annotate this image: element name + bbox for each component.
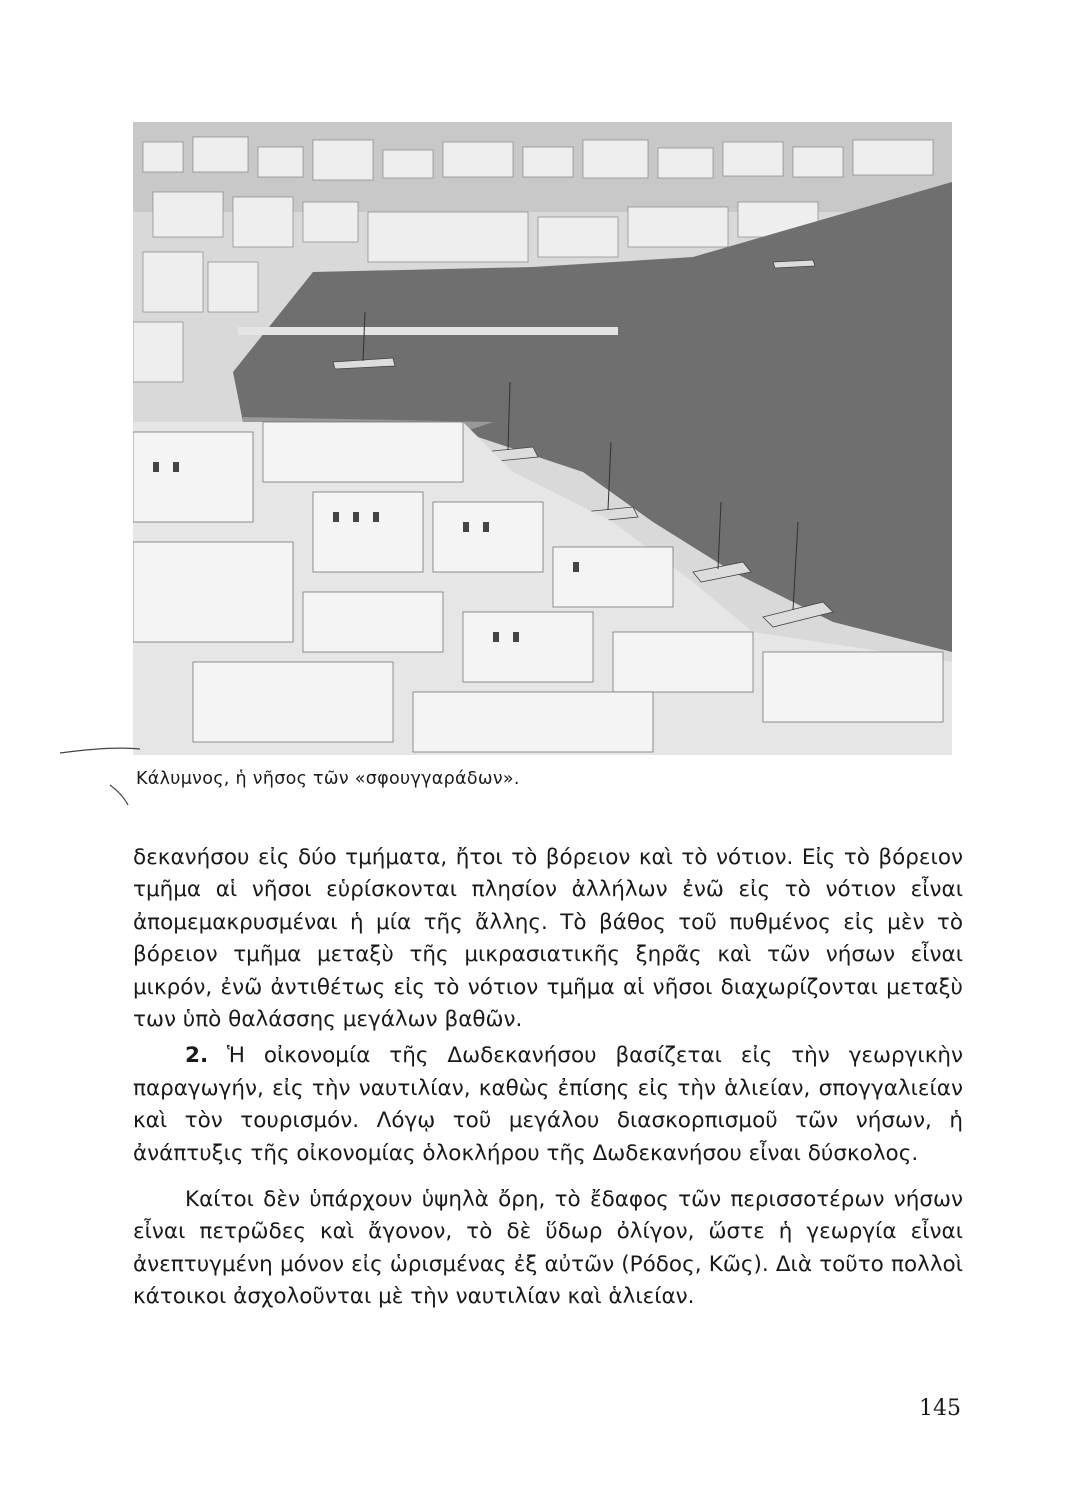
paragraph-2	[133, 1040, 963, 1170]
body-text	[133, 842, 963, 1314]
paragraph-2-text: Ἡ οἰκονομία τῆς Δωδεκανήσου βασίζεται εἰς τὴν γεωργικὴν παραγωγήν, εἰς τὴν ναυτιλίαν, καθὼς ἐπίσης εἰς τὴν ἁλιείαν, σπογγαλιείαν καὶ τὸν τουρισμόν. Λόγῳ τοῦ μεγάλου διασκορπισμοῦ τῶν νήσων, ἡ ἀνάπτυξις τῆς οἰκονομίας ὁλοκλήρου τῆς Δωδεκανήσου εἶναι δύσκολος.	[133, 1043, 963, 1166]
paragraph-3: Καίτοι δὲν ὑπάρχουν ὑψηλὰ ὄρη, τὸ ἔδαφος τῶν περισσοτέρων νήσων εἶναι πετρῶδες καὶ ἄγονον, τὸ δὲ ὕδωρ ὀλίγον, ὥστε ἡ γεωργία εἶναι ἀνεπτυγμένη μόνον εἰς ὡρισμένας ἐξ αὐτῶν (Ρόδος, Κῶς). Διὰ τοῦτο πολλοὶ κάτοικοι ἀσχολοῦνται μὲ τὴν ναυτιλίαν καὶ ἁλιείαν.	[133, 1187, 963, 1310]
harbor-photograph	[133, 122, 952, 755]
paragraph-1: δεκανήσου εἰς δύο τμήματα, ἤτοι τὸ βόρειον καὶ τὸ νότιον. Εἰς τὸ βόρειον τμῆμα αἱ νῆσοι εὑρίσκονται πλησίον ἀλλήλων ἐνῶ εἰς τὸ νότιον εἶναι ἀπομεμακρυσμέναι ἡ μία τῆς ἄλλης. Τὸ βάθος τοῦ πυθμένος εἰς μὲν τὸ βόρειον τμῆμα μεταξὺ τῆς μικρασιατικῆς ξηρᾶς καὶ τῶν νήσων εἶναι μικρόν, ἐνῶ ἀντιθέτως εἰς τὸ νότιον τμῆμα αἱ νῆσοι διαχωρίζονται μεταξὺ των ὑπὸ θαλάσσης μεγάλων βαθῶν.	[133, 845, 963, 1033]
figure-caption: Κάλυμνος, ἡ νῆσος τῶν «σφουγγαράδων».	[136, 769, 520, 789]
page-number: 145	[919, 1396, 961, 1421]
section-number: 2.	[185, 1043, 209, 1069]
harbor-photo-icon	[133, 122, 952, 755]
